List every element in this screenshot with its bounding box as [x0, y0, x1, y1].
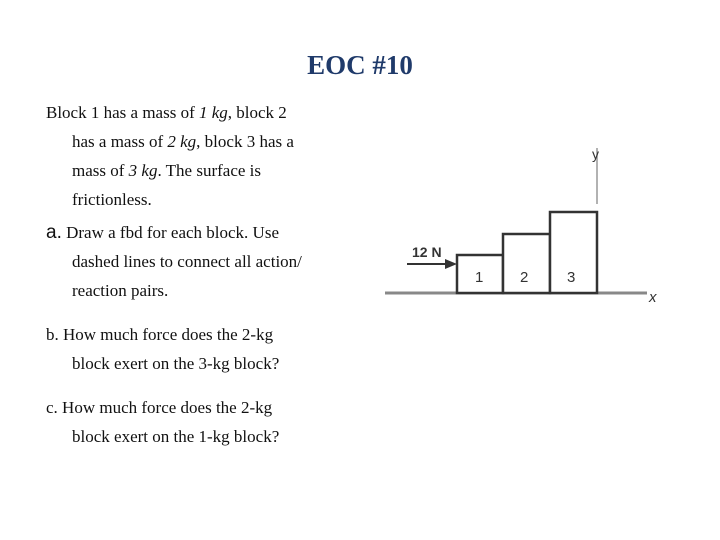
problem-text [46, 98, 366, 451]
part-b-line-2: block exert on the 3-kg block? [72, 354, 280, 373]
problem-intro [46, 98, 366, 214]
intro-line-2: has a mass of 2 kg, block 3 has a [72, 132, 294, 151]
block-3-label: 3 [567, 269, 576, 286]
part-a [46, 218, 366, 305]
intro-line-4: frictionless. [72, 190, 152, 209]
mass-1: 1 kg [198, 103, 228, 122]
part-a-line-3: reaction pairs. [72, 281, 169, 300]
mass-3: 3 kg [128, 161, 158, 180]
y-axis-label: y [592, 146, 599, 162]
intro-line-3: mass of 3 kg. The surface is [72, 161, 262, 180]
block-2-label: 2 [520, 269, 529, 286]
slide-title: EOC #10 [307, 50, 413, 80]
force-arrow-head [445, 259, 457, 269]
x-axis-label: x [649, 289, 657, 306]
force-label: 12 N [412, 244, 442, 260]
block-1-label: 1 [475, 269, 484, 286]
part-b [46, 320, 366, 378]
part-c [46, 393, 366, 451]
part-c-line-1: c. How much force does the 2-kg [46, 398, 273, 417]
part-a-line-2: dashed lines to connect all action/ [72, 252, 302, 271]
mass-2: 2 kg [167, 132, 197, 151]
part-a-line-1: a. Draw a fbd for each block. Use [46, 222, 279, 243]
part-c-line-2: block exert on the 1-kg block? [72, 427, 280, 446]
blocks-diagram [385, 140, 675, 315]
intro-line-1: Block 1 has a mass of 1 kg, block 2 [46, 103, 287, 122]
part-b-line-1: b. How much force does the 2-kg [46, 325, 274, 344]
